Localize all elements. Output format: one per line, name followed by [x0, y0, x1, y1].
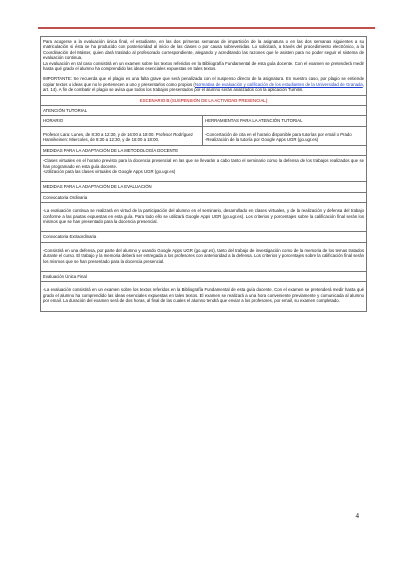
plagiarism-text-end: , art. 14). A fin de combatir el plagio se avisa que todos los trabajos presentados por el alumno serán analizados con la aplicación Turnitin.	[43, 81, 364, 93]
regulations-link[interactable]: Normativa de evaluación y calificación de los estudiantes de la Universidad de Granada	[194, 81, 363, 87]
final-content-row	[41, 282, 367, 311]
schedule-text: Profesor Lara: Lunes, de 8:30 a 12:30, y de 16:00 a 18:00. Profesor Rodríguez Hannikeinen: Miercoles, de 8:30 a 12:30, y de 16:00 a 18:00.	[43, 131, 194, 143]
tutorial-content-row	[41, 126, 367, 145]
tools-text-appointment: -Concertación de cita en el horario disponible para tutorías por email o Prado	[205, 131, 352, 137]
extraordinary-content-row	[41, 242, 367, 271]
scenario-title: ESCENARIO B (SUSPENSIÓN DE LA ACTIVIDAD PRESENCIAL)	[41, 95, 367, 105]
final-title-row	[41, 271, 367, 281]
methodology-heading: MEDIDAS PARA LA ADAPTACIÓN DE LA METODOLOGÍA DOCENTE	[41, 145, 367, 155]
tutorial-heading: ATENCIÓN TUTORIAL	[41, 106, 367, 116]
schedule-header: HORARIO	[41, 116, 203, 126]
tutorial-row	[41, 106, 367, 116]
tutorial-header-row	[41, 116, 367, 126]
guide-table	[40, 36, 367, 312]
tools-cell	[203, 126, 367, 145]
methodology-header-row	[41, 145, 367, 155]
extraordinary-cell	[41, 242, 367, 271]
schedule-cell	[41, 126, 203, 145]
scenario-row	[41, 95, 367, 105]
intro-paragraph-1: Para acogerse a la evaluación única final, el estudiante, en las dos primeras semanas de impartición de la asignatura o en las dos semanas siguientes a su matriculación si ésta se ha producido con posterioridad al inicio de las clases o por causa sobrevenidas. Lo solicitará, a través del procedimiento electrónico, a la Coordinación del Máster, quien dará traslado al profesorado correspondiente, alegando y acreditando las razones que le asisten para no poder seguir el sistema de evaluación continua.	[43, 39, 364, 61]
methodology-text-1: -Clases virtuales en el horario previsto para la docencia presencial en las que se llevarán a cabo tanto el seminario como la defensa de los trabajos realizados que se han programado en esta guía docente.	[43, 158, 364, 169]
tools-text-google-apps: -Realización de la tutoría por Google Apps UGR (go.ugr.es)	[205, 137, 319, 143]
intro-row	[41, 37, 367, 96]
page-number: 4	[355, 512, 359, 520]
extraordinary-title: Convocatoria Extraordinaria	[41, 232, 367, 242]
ordinary-content-row	[41, 203, 367, 232]
extraordinary-text: -Consistirá en una defensa, por parte del alumno y usando Google Apps UGR (go.ugr.es), tanto del trabajo de investigación como de la memoria de los temas tratados durante el curso. El trabajo y la memoria deberá ser entregada a los profesores con anterioridad a la defensa. Los criterios y porcentajes sobre la calificación final serán los mismos que se han presentado para la docencia presencial.	[43, 247, 364, 264]
header-rule	[38, 27, 375, 29]
final-evaluation-title: Evaluación Única Final	[41, 271, 367, 281]
plagiarism-text-start: IMPORTANTE: Se recuerda que el plagio es una falta grave que será penalizada con el suspenso directo de la asignatura. En nuestro caso, por plagio se entiende copiar textos o ideas que no le pertenecen a uno y presentarlos como propios (	[43, 76, 364, 87]
methodology-content-row	[41, 156, 367, 182]
methodology-text-2: -Utilización para las clases virtuales de Google Apps UGR (go.ugr.es)	[43, 168, 176, 174]
ordinary-title-row	[41, 192, 367, 202]
evaluation-heading: MEDIDAS PARA LA ADAPTACIÓN DE LA EVALUACIÓN	[41, 182, 367, 192]
plagiarism-notice	[43, 76, 364, 92]
extraordinary-title-row	[41, 232, 367, 242]
tools-header: HERRAMIENTAS PARA LA ATENCIÓN TUTORIAL	[203, 116, 367, 126]
intro-cell	[41, 37, 367, 96]
evaluation-header-row	[41, 182, 367, 192]
intro-paragraph-2: La evaluación en tal caso consistirá en un examen sobre los textos referidos en la Bibliografía Fundamental de esta guía docente. Con el examen se pretenderá medir hasta qué grado el alumno ha comprendido las ideas esenciales expuestas en tales textos.	[43, 60, 364, 72]
ordinary-title: Convocatoria Ordinaria	[41, 192, 367, 202]
ordinary-text: -La evaluación continua se realizará en virtud de la participación del alumno en el seminario, desarrollado en clases virtuales, y de la realización y defensa del trabajo conforme a las pautas expuestas en esta guía. Para todo ello se utilizará Google Apps UGR (go.ugr.es). Los criterios y porcentajes sobre la calificación final serán los mismos que se han presentado para la docencia presencial.	[43, 208, 364, 224]
final-evaluation-cell	[41, 282, 367, 311]
final-evaluation-text: -La evaluación consistirá en un examen sobre los textos referidos en la Bibliografía Fundamental de esta guía docente. Con el examen se pretenderá medir hasta qué grado el alumno ha comprendido las ideas esenciales expuestas en tales textos. El examen se realizará a una hora conveniente previamente y comunicada al alumno por email. La duración del examen será de dos horas, al final de las cuales el alumno tendrá que enviar a los profesores, por email, su examen completado.	[43, 287, 364, 304]
methodology-cell	[41, 156, 367, 182]
ordinary-cell	[41, 203, 367, 232]
